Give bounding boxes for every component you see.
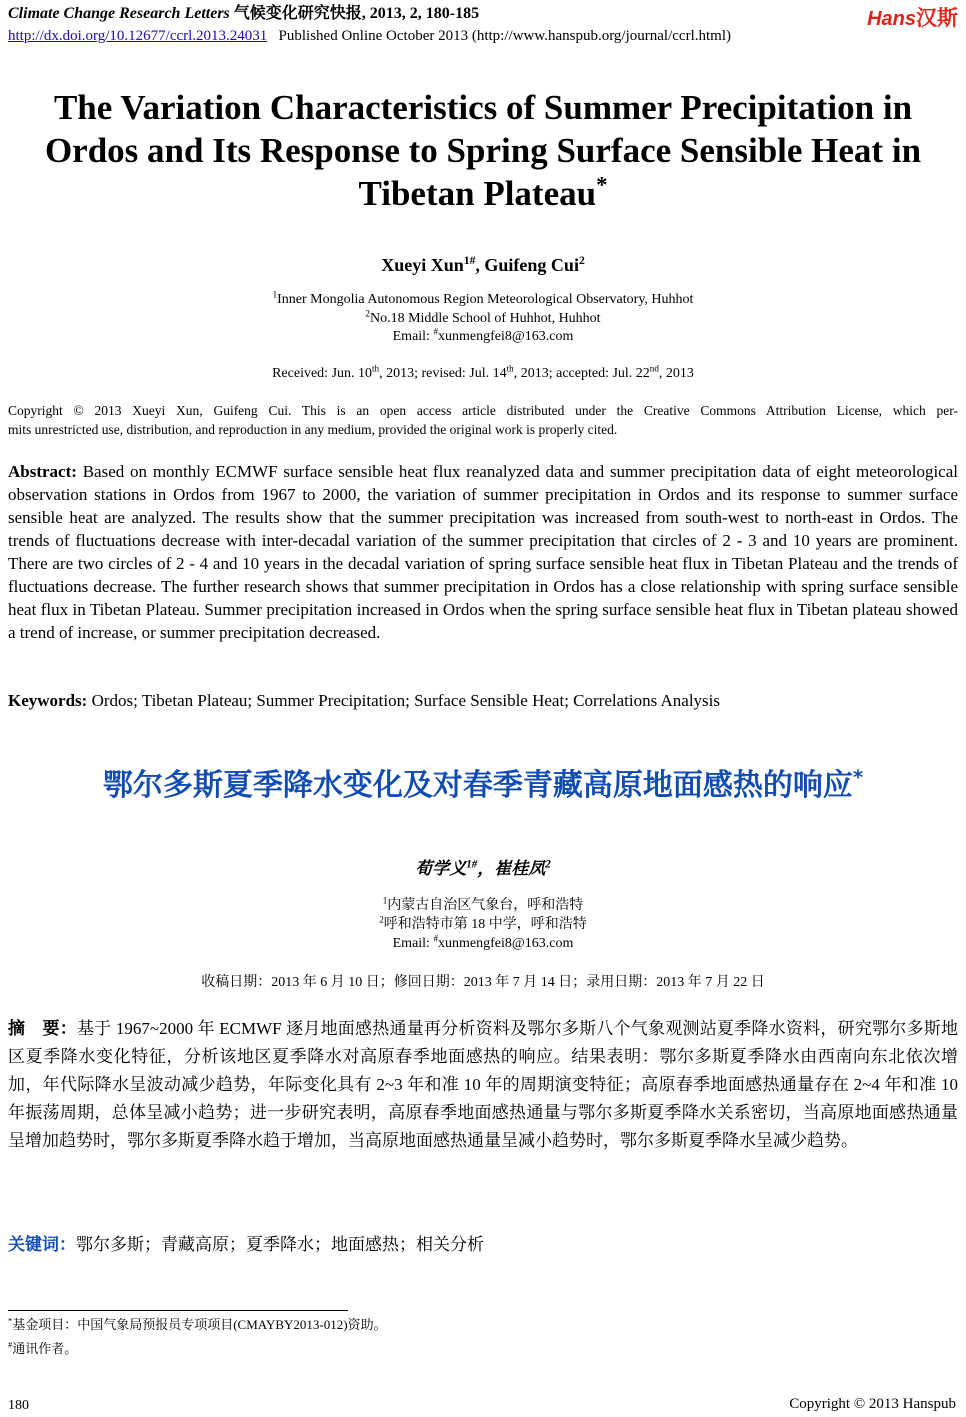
keywords-body: Ordos; Tibetan Plateau; Summer Precipitation; Surface Sensible Heat; Correlations Analysis [87, 691, 721, 710]
keywords-label: Keywords: [8, 691, 88, 710]
keywords-chinese [8, 1231, 958, 1259]
title-line-3: Tibetan Plateau* [358, 172, 608, 213]
title-chinese: 鄂尔多斯夏季降水变化及对春季青藏高原地面感热的响应* [102, 766, 864, 803]
journal-issue: , 2013, 2, 180-185 [361, 5, 480, 22]
logo-cn: 汉斯 [916, 7, 958, 30]
logo-latin: Hans [867, 8, 916, 30]
title-line-1: The Variation Characteristics of Summer Precipitation in [53, 88, 913, 127]
abstract-label: Abstract: [8, 462, 77, 481]
footer-copyright: Copyright © 2013 Hanspub [789, 1396, 956, 1412]
footnote-divider [8, 1310, 348, 1311]
email-address: xunmengfei8@163.com [438, 329, 574, 344]
abstract-cn-label: 摘 要： [8, 1019, 77, 1039]
email-chinese: Email: #xunmengfei8@163.com [392, 933, 574, 951]
authors-chinese: 荀学义$^{1\#}$，崔桂凤$^2$ [415, 858, 551, 878]
keywords-english [8, 689, 958, 712]
received-dates: Received: Jun. 10th, 2013; revised: Jul. 14th, 2013; accepted: Jul. 22nd, 2013 [272, 363, 694, 381]
keywords-cn-body: 鄂尔多斯；青藏高原；夏季降水；地面感热；相关分析 [76, 1235, 484, 1254]
journal-citation [8, 4, 479, 24]
footnote-funding: *基金项目：中国气象局预报员专项项目(CMAYBY2013-012)资助。 [8, 1315, 387, 1332]
doi-link[interactable]: http://dx.doi.org/10.12677/ccrl.2013.24031 [8, 28, 268, 44]
email-english: Email: #xunmengfei8@163.com [392, 326, 574, 344]
doi-line [8, 26, 731, 46]
authors-english: Xueyi Xun$^{1\#}$, Guifeng Cui$^2$ [381, 254, 585, 275]
published-online: Published Online October 2013 (http://www.hanspub.org/journal/ccrl.html) [278, 28, 731, 44]
footnote-corresponding: #通讯作者。 [8, 1339, 78, 1356]
title-line-2: Ordos and Its Response to Spring Surface Sensible Heat in [44, 131, 922, 170]
abstract-english [8, 460, 958, 644]
affiliation-1: $^1$Inner Mongolia Autonomous Region Meteorological Observatory, Huhhot [272, 289, 694, 307]
title-english [20, 86, 946, 215]
abstract-body: Based on monthly ECMWF surface sensible heat flux reanalyzed data and summer precipitation data of eight meteorological observation stations in Ordos from 1967 to 2000, the variation of summer precipitation in Ordos and its response to summer surface sensible heat are analyzed. The results show that the summer precipitation was increased from south-west to north-east in Ordos. The trends of fluctuations decrease with inter-decadal variation of the summer precipitation that circles of 2 - 3 and 10 years are prominent. There are two circles of 2 - 4 and 10 years in the decadal variation of spring surface sensible heat flux in Tibetan Plateau and the trends of fluctuations decrease. The further research shows that summer precipitation in Ordos has a close relationship with spring surface sensible heat flux in Tibetan Plateau. Summer precipitation increased in Ordos when the spring surface sensible heat flux in Tibetan plateau showed a trend of increase, or summer precipitation decreased. [8, 462, 958, 642]
affiliation-2: $^2$No.18 Middle School of Huhhot, Huhhot [365, 308, 601, 326]
affiliation-cn-2: $^2$呼和浩特市第 18 中学，呼和浩特 [379, 914, 587, 932]
hanspub-logo [867, 2, 958, 32]
author-2: Guifeng Cui [484, 255, 579, 275]
abstract-cn-body: 基于 1967~2000 年 ECMWF 逐月地面感热通量再分析资料及鄂尔多斯八个气象观测站夏季降水资料，研究鄂尔多斯地区夏季降水变化特征，分析该地区夏季降水对高原春季地面感热的响应。结果表明：鄂尔多斯夏季降水由西南向东北依次增加，年代际降水呈波动减少趋势，年际变化具有 2~3 年和准 10 年的周期演变特征；高原春季地面感热通量存在 2~4 年和准 10 年振荡周期，总体呈减小趋势；进一步研究表明，高原春季地面感热通量与鄂尔多斯夏季降水关系密切，当高原地面感热通量呈增加趋势时，鄂尔多斯夏季降水趋于增加，当高原地面感热通量呈减小趋势时，鄂尔多斯夏季降水呈减少趋势。 [8, 1019, 958, 1150]
journal-name-en: Climate Change Research Letters [8, 5, 230, 22]
abstract-chinese [8, 1015, 958, 1155]
author-1: Xueyi Xun [381, 255, 464, 275]
affiliation-cn-1: $^1$内蒙古自治区气象台，呼和浩特 [382, 895, 584, 913]
journal-name-cn: 气候变化研究快报 [233, 5, 362, 22]
received-dates-cn: 收稿日期：2013 年 6 月 10 日；修回日期：2013 年 7 月 14 日；录用日期：2013 年 7 月 22 日 [201, 975, 765, 990]
title-footnote-mark: * [596, 172, 608, 198]
copyright-notice: Copyright © 2013 Xueyi Xun, Guifeng Cui. This is an open access article distributed under the Creative Commons Attribution License, which per- mits unrestricted use, distribution, and reproduction in any medium, provided the original work is properly cited. [8, 403, 958, 437]
page-header [8, 4, 958, 48]
page-number: 180 [8, 1398, 29, 1413]
title-cn-footnote-mark: * [852, 766, 864, 789]
keywords-cn-label: 关键词： [8, 1235, 76, 1255]
